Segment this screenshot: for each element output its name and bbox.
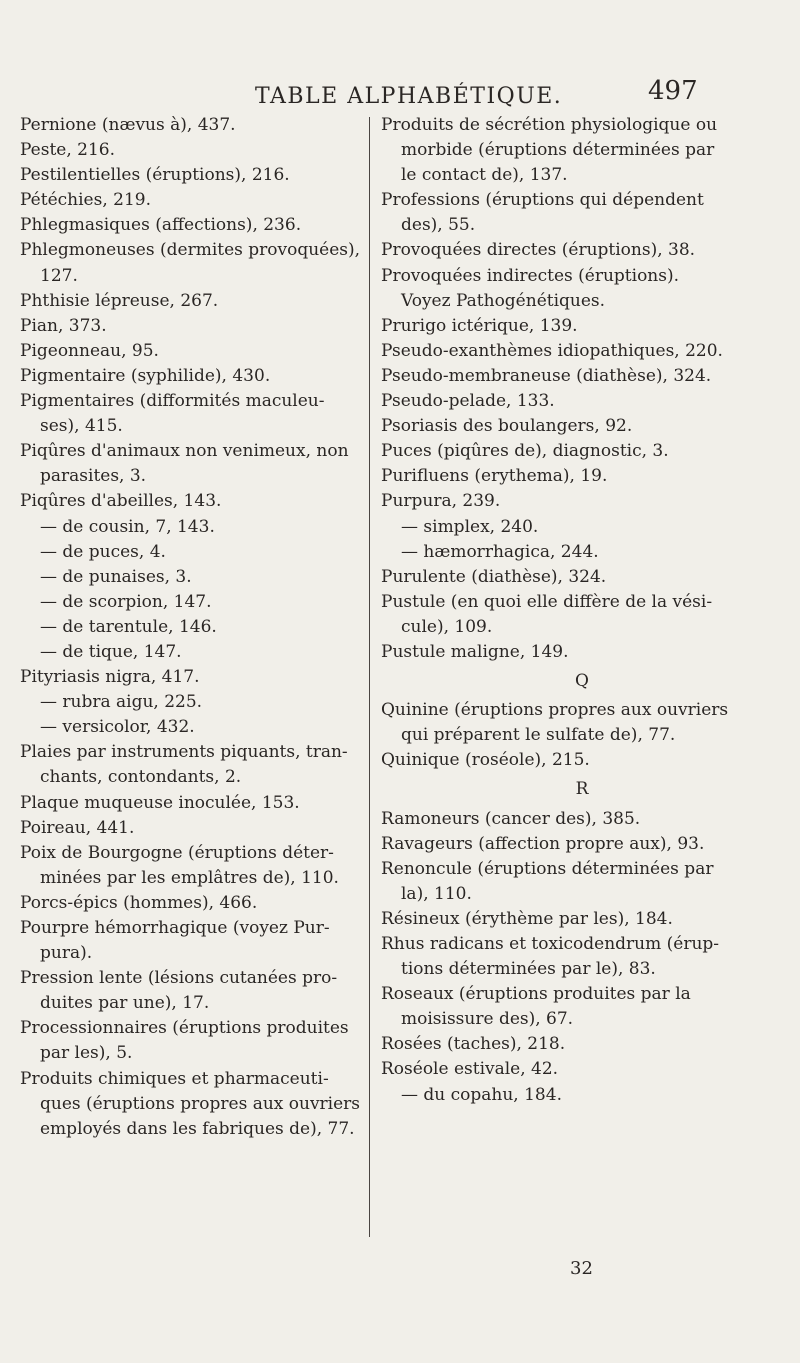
index-entry-line: Professions (éruptions qui dépendent [381, 190, 704, 211]
index-entry-line: Roséole estivale, 42. [381, 1059, 559, 1080]
index-entry-line: parasites, 3. [40, 466, 147, 487]
index-entry [20, 489, 366, 514]
index-entry [20, 238, 366, 288]
index-entry-line: Provoquées indirectes (éruptions). [381, 265, 680, 286]
index-entry [20, 314, 366, 339]
index-entry [381, 314, 783, 339]
index-entry-line: 127. [40, 265, 78, 286]
index-entry-line: Phlegmoneuses (dermites provoquées), [20, 240, 361, 261]
index-entry-line: Pigeonneau, 95. [20, 340, 159, 361]
index-entry-line: Pustule (en quoi elle diffère de la vési- [381, 591, 713, 612]
index-entry-line: — de scorpion, 147. [40, 591, 212, 612]
index-entry-line: tions déterminées par le), 83. [401, 959, 656, 980]
index-entry [381, 414, 783, 439]
index-entry-line: Pustule maligne, 149. [381, 641, 569, 662]
index-entry [20, 213, 366, 238]
index-entry-line: Poireau, 441. [20, 817, 135, 838]
index-entry [20, 540, 366, 565]
index-entry [20, 841, 366, 891]
index-entry-line: — de punaises, 3. [40, 566, 192, 587]
index-entry-line: Puces (piqûres de), diagnostic, 3. [381, 441, 669, 462]
index-entry [20, 138, 366, 163]
index-entry [20, 339, 366, 364]
index-entry [20, 163, 366, 188]
index-entry [381, 238, 783, 263]
index-entry [20, 188, 366, 213]
index-entry [381, 464, 783, 489]
index-entry-line: employés dans les fabriques de), 77. [40, 1118, 355, 1139]
index-entry-line: — de tique, 147. [40, 641, 182, 662]
index-entry [20, 740, 366, 790]
index-entry [20, 916, 366, 966]
index-entry [20, 665, 366, 690]
index-entry-line: Résineux (érythème par les), 184. [381, 908, 673, 929]
index-entry-line: chants, contondants, 2. [40, 767, 242, 788]
index-entry-line: Pourpre hémorrhagique (voyez Pur- [20, 918, 330, 938]
index-entry-line: Rosées (taches), 218. [381, 1034, 566, 1055]
index-entry-line: Pseudo-membraneuse (diathèse), 324. [381, 365, 712, 386]
index-entry [381, 590, 783, 640]
index-entry-line: Purpura, 239. [381, 491, 501, 512]
index-entry [381, 515, 783, 540]
index-entry [381, 1083, 783, 1108]
index-entry [20, 690, 366, 715]
index-entry-line: par les), 5. [40, 1043, 133, 1064]
index-entry [20, 389, 366, 439]
index-entry [20, 590, 366, 615]
index-entry [381, 907, 783, 932]
index-entry-line: Rhus radicans et toxicodendrum (érup- [381, 934, 720, 954]
index-entry-line: Produits chimiques et pharmaceuti- [20, 1068, 329, 1089]
index-entry [381, 389, 783, 414]
index-entry [381, 439, 783, 464]
index-entry [20, 640, 366, 665]
page-number: 497 [648, 76, 698, 106]
index-column-left [20, 113, 366, 1142]
index-entry-line: Peste, 216. [20, 140, 116, 161]
index-entry [20, 1016, 366, 1066]
index-entry [20, 515, 366, 540]
index-entry [381, 748, 783, 773]
index-entry-line: — de cousin, 7, 143. [40, 516, 215, 537]
signature-mark: 32 [570, 1258, 593, 1279]
index-entry [381, 565, 783, 590]
section-letter: Q [575, 671, 589, 692]
index-entry-line: Pression lente (lésions cutanées pro- [20, 968, 338, 989]
index-entry-line: Ramoneurs (cancer des), 385. [381, 808, 641, 829]
index-entry [20, 615, 366, 640]
index-entry-line: Quinine (éruptions propres aux ouvriers [381, 700, 729, 721]
index-entry-line: morbide (éruptions déterminées par [401, 140, 715, 161]
index-entry-line: Voyez Pathogénétiques. [401, 290, 606, 311]
index-entry [20, 364, 366, 389]
index-entry-line: minées par les emplâtres de), 110. [40, 867, 339, 888]
index-entry [381, 364, 783, 389]
index-entry [381, 264, 783, 314]
index-entry-line: Pétéchies, 219. [20, 190, 151, 211]
index-column-right [381, 113, 783, 1108]
index-entry-line: cule), 109. [401, 616, 493, 637]
index-entry [20, 891, 366, 916]
index-entry [20, 791, 366, 816]
index-entry-line: le contact de), 137. [401, 165, 568, 186]
index-entry [381, 807, 783, 832]
index-entry [381, 188, 783, 238]
index-entry-line: moisissure des), 67. [401, 1009, 574, 1030]
index-entry-line: Pernione (nævus à), 437. [20, 115, 236, 135]
index-entry [381, 113, 783, 188]
index-entry [381, 1057, 783, 1082]
index-entry-line: Porcs-épics (hommes), 466. [20, 892, 258, 913]
index-entry [381, 640, 783, 665]
index-entry-line: Purifluens (erythema), 19. [381, 466, 608, 487]
running-header-title: TABLE ALPHABÉTIQUE. [255, 84, 563, 109]
index-entry-line: Pityriasis nigra, 417. [20, 667, 200, 688]
index-entry-line: Purulente (diathèse), 324. [381, 566, 607, 587]
index-entry [20, 1067, 366, 1142]
index-entry [20, 289, 366, 314]
index-entry-line: Poix de Bourgogne (éruptions déter- [20, 842, 334, 863]
index-entry-line: la), 110. [401, 883, 472, 904]
index-entry-line: Phthisie lépreuse, 267. [20, 290, 219, 311]
index-entry-line: Pestilentielles (éruptions), 216. [20, 165, 290, 186]
index-entry [381, 832, 783, 857]
index-entry-line: Piqûres d'animaux non venimeux, non [20, 441, 349, 462]
index-entry-line: Quinique (roséole), 215. [381, 750, 590, 771]
index-entry-line: qui préparent le sulfate de), 77. [401, 725, 676, 746]
index-entry-line: Pian, 373. [20, 315, 107, 336]
index-entry-line: — hæmorrhagica, 244. [401, 541, 599, 562]
index-entry-line: ques (éruptions propres aux ouvriers [40, 1093, 361, 1114]
index-entry-line: Processionnaires (éruptions produites [20, 1018, 349, 1039]
index-entry [20, 966, 366, 1016]
index-entry [381, 857, 783, 907]
index-entry-line: Prurigo ictérique, 139. [381, 315, 578, 336]
index-entry-line: duites par une), 17. [40, 993, 210, 1014]
index-entry-line: Provoquées directes (éruptions), 38. [381, 240, 696, 261]
index-entry [381, 698, 783, 748]
index-entry-line: Produits de sécrétion physiologique ou [381, 115, 718, 135]
index-entry-line: Ravageurs (affection propre aux), 93. [381, 833, 705, 854]
index-entry [381, 339, 783, 364]
index-entry [381, 982, 783, 1032]
index-entry-line: — versicolor, 432. [40, 717, 195, 738]
index-entry-line: Roseaux (éruptions produites par la [381, 984, 691, 1005]
index-entry [381, 540, 783, 565]
column-divider [369, 117, 370, 1237]
index-entry-line: — rubra aigu, 225. [40, 692, 203, 713]
index-entry [20, 715, 366, 740]
index-entry-line: Pigmentaires (difformités maculeu- [20, 391, 325, 412]
index-entry [20, 439, 366, 489]
index-entry-line: Pseudo-exanthèmes idiopathiques, 220. [381, 340, 723, 361]
section-letter: R [575, 779, 589, 800]
index-entry-line: Pigmentaire (syphilide), 430. [20, 365, 271, 386]
index-entry-line: Renoncule (éruptions déterminées par [381, 858, 714, 879]
index-entry-line: Plaies par instruments piquants, tran- [20, 742, 348, 763]
index-entry-line: Piqûres d'abeilles, 143. [20, 491, 222, 512]
index-entry-line: Pseudo-pelade, 133. [381, 391, 555, 412]
index-entry-line: Phlegmasiques (affections), 236. [20, 215, 302, 236]
index-entry-line: — simplex, 240. [401, 516, 539, 537]
index-entry-line: — du copahu, 184. [401, 1084, 562, 1105]
index-entry [20, 565, 366, 590]
index-entry-line: Plaque muqueuse inoculée, 153. [20, 792, 300, 813]
index-entry-line: des), 55. [401, 215, 476, 236]
index-entry [381, 1032, 783, 1057]
index-entry [20, 816, 366, 841]
index-entry [20, 113, 366, 138]
index-entry [381, 932, 783, 982]
index-entry-line: Psoriasis des boulangers, 92. [381, 416, 633, 437]
index-entry-line: ses), 415. [40, 416, 123, 437]
index-entry-line: — de puces, 4. [40, 541, 166, 562]
index-entry-line: — de tarentule, 146. [40, 616, 217, 637]
index-entry-line: pura). [40, 943, 93, 964]
index-entry [381, 489, 783, 514]
